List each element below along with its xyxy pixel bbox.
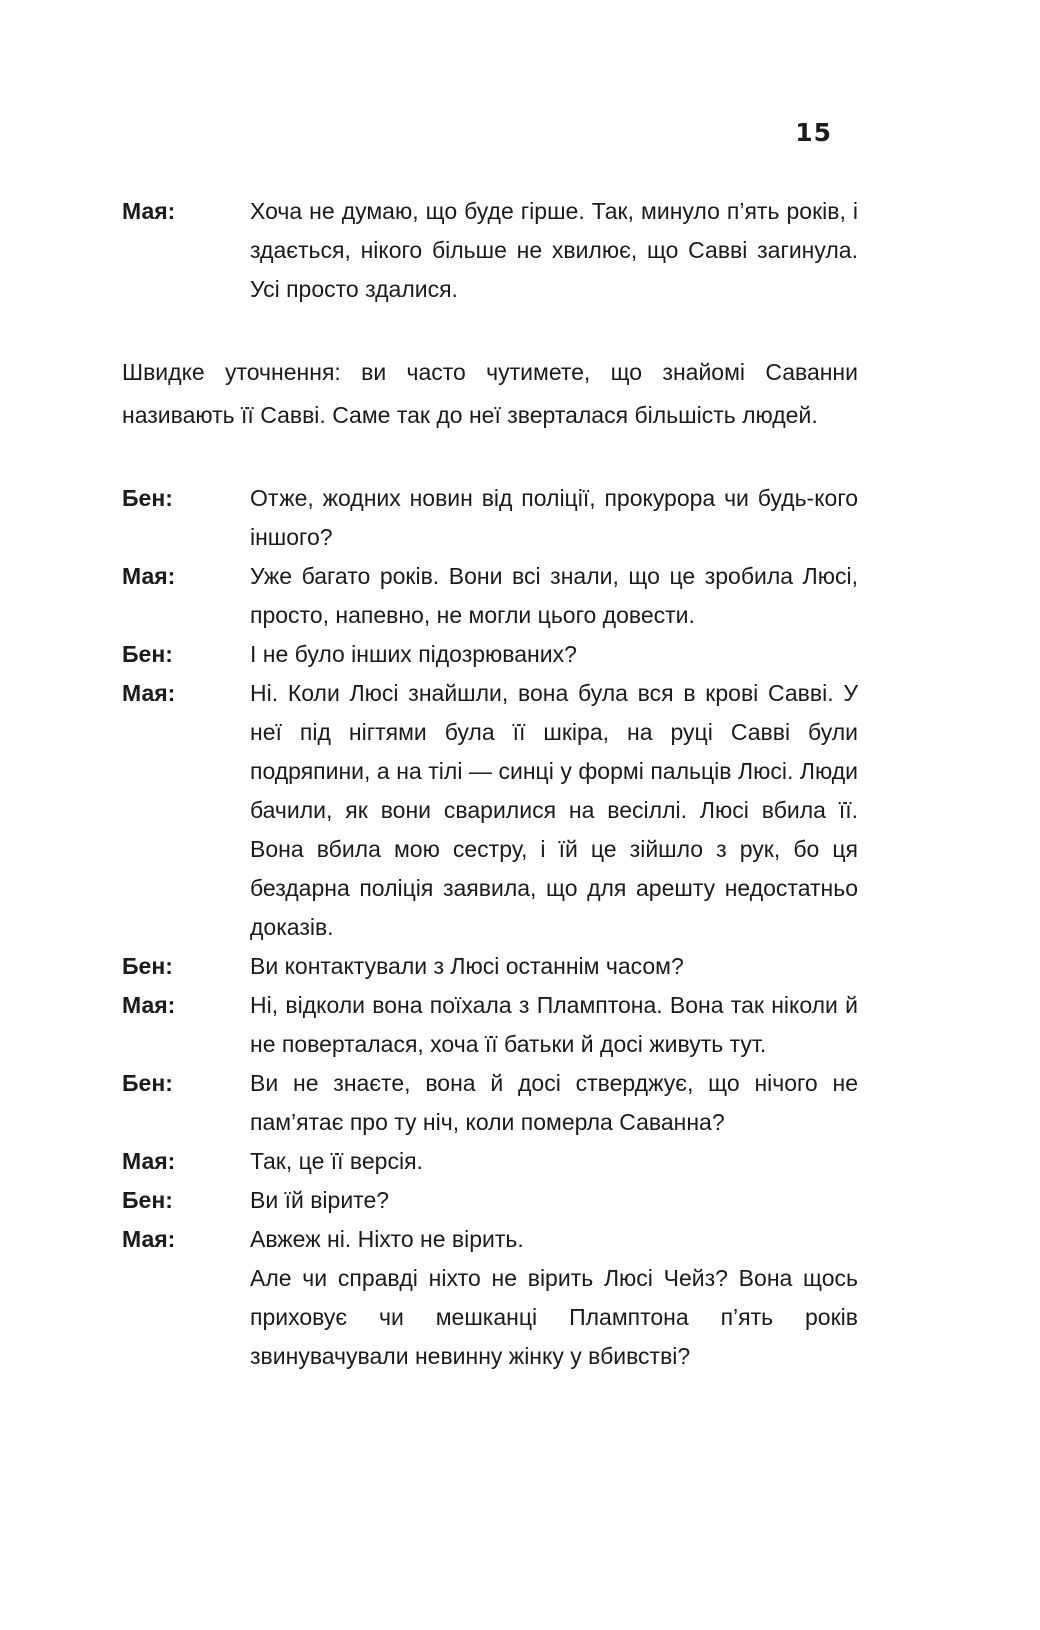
speaker-label: Бен:	[122, 641, 173, 667]
speaker-label: Мая:	[122, 198, 176, 224]
dialogue-row	[122, 1220, 858, 1259]
dialogue-row	[122, 635, 858, 674]
speaker-label: Бен:	[122, 1070, 173, 1096]
speaker-label: Бен:	[122, 1187, 173, 1213]
dialogue-row	[122, 1259, 858, 1376]
dialogue-text: Ви контактували з Люсі останнім часом?	[250, 953, 684, 979]
dialogue-row	[122, 192, 858, 309]
dialogue-text: Ні, відколи вона поїхала з Пламптона. Вона так ніколи й не поверталася, хоча її батьки й досі живуть тут.	[250, 992, 858, 1057]
speaker-label: Мая:	[122, 992, 176, 1018]
speaker-label: Мая:	[122, 680, 176, 706]
dialogue-row	[122, 1064, 858, 1142]
dialogue-row	[122, 1142, 858, 1181]
dialogue-text: Ви їй вірите?	[250, 1187, 390, 1213]
dialogue-text: І не було інших підозрюваних?	[250, 641, 577, 667]
dialogue-text: Ні. Коли Люсі знайшли, вона була вся в крові Савві. У неї під нігтями була її шкіра, на руці Савві були подряпини, а на тілі — синці у формі пальців Люсі. Люди бачили, як вони сварилися на весіллі. Люсі вбила її. Вона вбила мою сестру, і їй це зійшло з рук, бо ця бездарна поліція заявила, що для арешту недостатньо доказів.	[250, 680, 858, 940]
dialogue-text: Ви не знаєте, вона й досі стверджує, що нічого не пам’ятає про ту ніч, коли померла Саванна?	[250, 1070, 858, 1135]
speaker-label: Бен:	[122, 953, 173, 979]
dialogue-row	[122, 986, 858, 1064]
dialogue-row	[122, 557, 858, 635]
dialogue-row	[122, 674, 858, 947]
dialogue-text: Уже багато років. Вони всі знали, що це зробила Люсі, просто, напевно, не могли цього довести.	[250, 563, 858, 628]
speaker-label: Бен:	[122, 485, 173, 511]
dialogue-text: Але чи справді ніхто не вірить Люсі Чейз? Вона щось приховує чи мешканці Пламптона п’ять років звинувачували невинну жінку у вбивстві?	[250, 1265, 858, 1369]
speaker-label: Мая:	[122, 1148, 176, 1174]
dialogue-row	[122, 479, 858, 557]
dialogue-text: Авжеж ні. Ніхто не вірить.	[250, 1226, 524, 1252]
speaker-label: Мая:	[122, 1226, 176, 1252]
dialogue-text: Так, це її версія.	[250, 1148, 423, 1174]
dialogue-text: Отже, жодних новин від поліції, прокурора чи будь-кого іншого?	[250, 485, 858, 550]
speaker-label: Мая:	[122, 563, 176, 589]
dialogue-row	[122, 1181, 858, 1220]
narrator-paragraph: Швидке уточнення: ви часто чутимете, що знайомі Саванни називають її Савві. Саме так до неї зверталася більшість людей.	[122, 359, 858, 428]
dialogue-row	[122, 947, 858, 986]
dialogue-text: Хоча не думаю, що буде гірше. Так, минуло п’ять років, і здається, нікого більше не хвилює, що Савві загинула. Усі просто здалися.	[250, 198, 858, 302]
page-number: 15	[795, 118, 832, 147]
